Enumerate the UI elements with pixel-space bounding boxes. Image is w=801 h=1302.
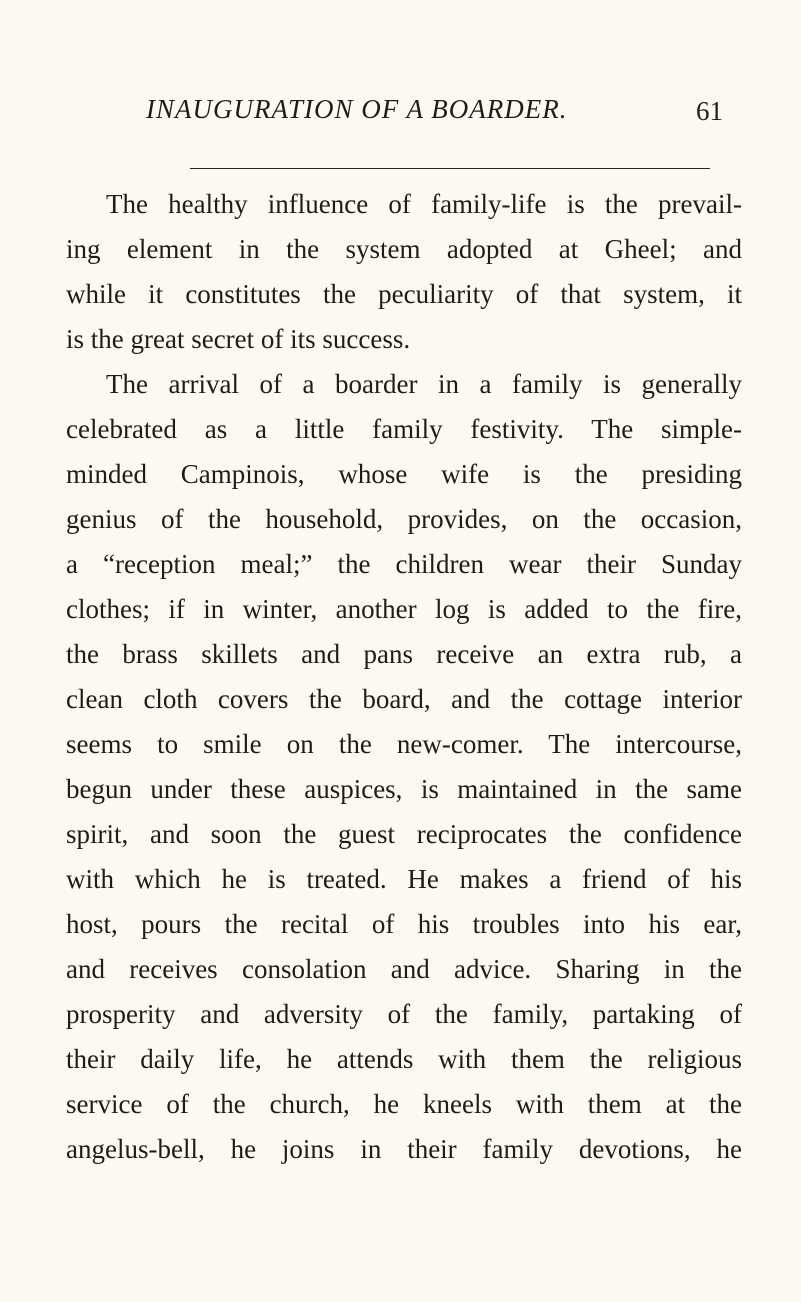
- text-line: clean cloth covers the board, and the cottage interior: [66, 684, 742, 714]
- text-line: genius of the household, provides, on the occasion,: [66, 504, 742, 534]
- text-line: a “reception meal;” the children wear their Sunday: [66, 549, 742, 579]
- text-line: spirit, and soon the guest reciprocates the confidence: [66, 819, 742, 849]
- text-line: host, pours the recital of his troubles into his ear,: [66, 909, 742, 939]
- text-line: celebrated as a little family festivity. The simple-: [66, 414, 742, 444]
- page-number: 61: [696, 96, 723, 126]
- text-line: with which he is treated. He makes a friend of his: [66, 864, 742, 894]
- header-rule: [190, 168, 710, 169]
- running-title: INAUGURATION OF A BOARDER.: [146, 94, 568, 124]
- text-line: minded Campinois, whose wife is the presiding: [66, 459, 742, 489]
- text-line: ing element in the system adopted at Gheel; and: [66, 234, 742, 264]
- text-line: prosperity and adversity of the family, partaking of: [66, 999, 742, 1029]
- text-line: the brass skillets and pans receive an extra rub, a: [66, 639, 742, 669]
- text-line: angelus-bell, he joins in their family devotions, he: [66, 1134, 742, 1164]
- text-line: The arrival of a boarder in a family is generally: [106, 369, 742, 399]
- text-line: begun under these auspices, is maintained in the same: [66, 774, 742, 804]
- body-text: [66, 182, 742, 1172]
- text-line: The healthy influence of family-life is the prevail-: [106, 189, 742, 219]
- running-head: [0, 94, 801, 134]
- text-line: their daily life, he attends with them the religious: [66, 1044, 742, 1074]
- text-line: and receives consolation and advice. Sharing in the: [66, 954, 742, 984]
- text-line: seems to smile on the new-comer. The intercourse,: [66, 729, 742, 759]
- text-line: service of the church, he kneels with them at the: [66, 1089, 742, 1119]
- text-line: while it constitutes the peculiarity of that system, it: [66, 279, 742, 309]
- text-line: is the great secret of its success.: [66, 324, 411, 354]
- text-line: clothes; if in winter, another log is added to the fire,: [66, 594, 742, 624]
